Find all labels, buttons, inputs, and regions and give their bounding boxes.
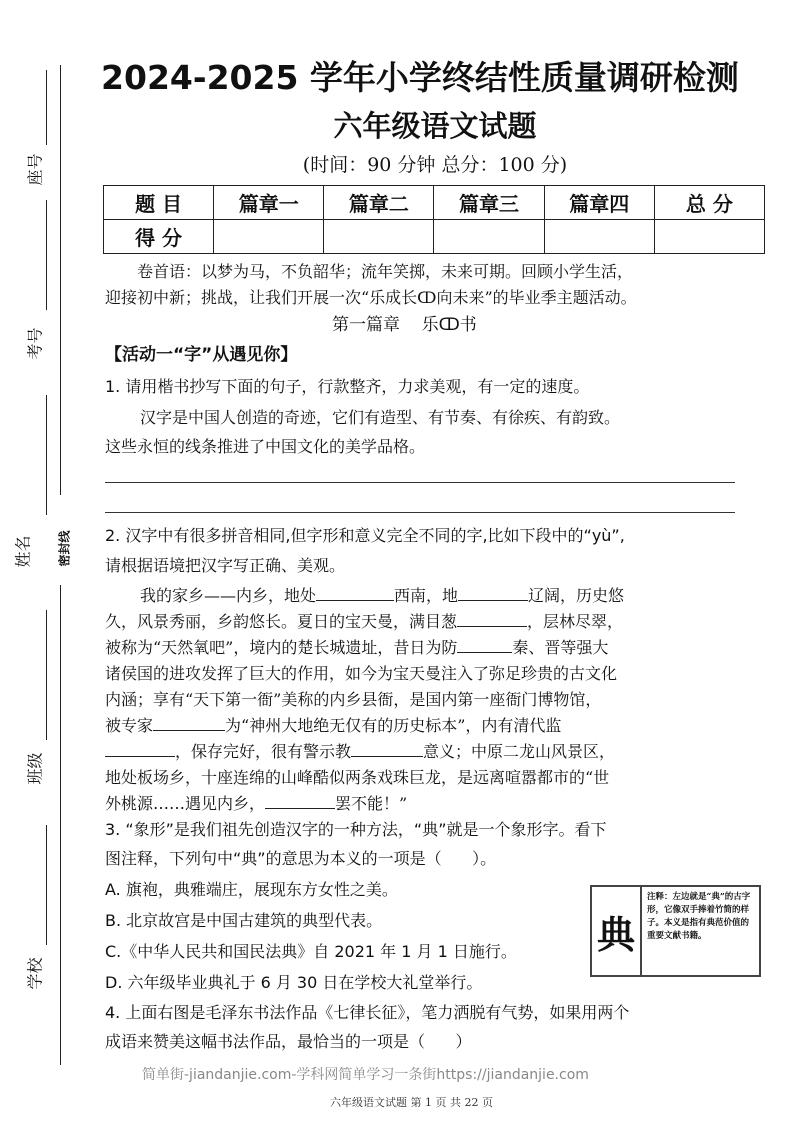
- q2-passage-line: [105, 739, 615, 765]
- text: 西南，地: [394, 586, 459, 605]
- name-label: 姓名: [13, 535, 33, 568]
- figure-note: 注释：左边就是“典”的古字形，它像双手捧着竹简的样子。本义是指有典范价值的重要文献书籍。: [647, 892, 751, 941]
- q1-passage: 汉字是中国人创造的奇迹，它们有造型、有节奏、有徐疾、有韵致。: [140, 408, 621, 427]
- q2-passage-line: [105, 791, 407, 817]
- fill-blank[interactable]: [105, 740, 175, 757]
- dian-glyph-figure: [590, 885, 761, 977]
- binding-line: [60, 585, 61, 1065]
- fill-blank[interactable]: [457, 636, 512, 653]
- seat-no-label: 座号: [25, 153, 45, 186]
- chapter-heading: 第一篇章 乐ↀ书: [332, 315, 477, 335]
- binding-line: [60, 65, 61, 495]
- text: 外桃源……遇见内乡，: [105, 794, 266, 813]
- q2-passage-line: 内涵；享有“天下第一衙”美称的内乡县衙，是国内第一座衙门博物馆，: [105, 690, 602, 709]
- q3-option-b: B. 北京故宫是中国古建筑的典型代表。: [105, 911, 383, 930]
- q3-option-d: D. 六年级毕业典礼于 6 月 30 日在学校大礼堂举行。: [105, 973, 483, 992]
- q1-writing-line[interactable]: [105, 512, 735, 513]
- q2-prompt: 2. 汉字中有很多拼音相同,但字形和意义完全不同的字,比如下段中的“yù”,: [105, 526, 625, 545]
- activity-heading: 【活动一“字”从遇见你】: [105, 345, 298, 365]
- name-blank: [46, 395, 47, 515]
- text: 为“神州大地绝无仅有的历史标本”，内有清代监: [225, 716, 562, 735]
- text: 被称为“天然氧吧”，境内的楚长城遗址，昔日为防: [105, 638, 458, 657]
- text: 辽阔，历史悠: [528, 586, 625, 605]
- fill-blank[interactable]: [457, 610, 527, 627]
- text: 被专家: [105, 716, 154, 735]
- q1-passage: 这些永恒的线条推进了中国文化的美学品格。: [105, 437, 426, 456]
- q3-option-c: C.《中华人民共和国民法典》自 2021 年 1 月 1 日施行。: [105, 942, 517, 961]
- score-cell[interactable]: [214, 220, 324, 254]
- q2-passage-line: [105, 609, 623, 635]
- score-table-cell: 总 分: [654, 186, 764, 220]
- score-row-label: 得 分: [104, 220, 214, 254]
- fill-blank[interactable]: [458, 584, 528, 601]
- text: ，保存完好，很有警示教: [175, 742, 352, 761]
- score-table-cell: 篇章四: [544, 186, 654, 220]
- intro-line: 卷首语：以梦为马，不负韶华；流年笑掷，未来可期。回顾小学生活，: [137, 262, 634, 281]
- text: 秦、晋等强大: [512, 638, 609, 657]
- page-footer: 六年级语文试题 第 1 页 共 22 页: [330, 1096, 493, 1109]
- exam-no-label: 考号: [25, 327, 45, 360]
- score-table-cell: 篇章二: [324, 186, 434, 220]
- q3-option-a: A. 旗袍，典雅端庄，展现东方女性之美。: [105, 880, 398, 899]
- q2-passage-line: 地处板场乡，十座连绵的山峰酷似两条戏珠巨龙，是远离喧嚣都市的“世: [105, 768, 610, 787]
- score-table-score-row: [104, 220, 765, 254]
- exam-title: 2024-2025 学年小学终结性质量调研检测: [101, 58, 739, 97]
- score-table-cell: 篇章一: [214, 186, 324, 220]
- exam-no-blank: [46, 200, 47, 310]
- fill-blank[interactable]: [153, 714, 225, 731]
- exam-subtitle: 六年级语文试题: [333, 109, 537, 143]
- text: 罢不能！”: [335, 794, 408, 813]
- score-table-cell: 篇章三: [434, 186, 544, 220]
- text: 我的家乡——内乡，地处: [140, 586, 317, 605]
- q3-prompt: 3. “象形”是我们祖先创造汉字的一种方法，“典”就是一个象形字。看下: [105, 820, 607, 839]
- q1-prompt: 1. 请用楷书抄写下面的句子，行款整齐，力求美观，有一定的速度。: [105, 377, 590, 396]
- score-table-cell: 题 目: [104, 186, 214, 220]
- q2-prompt: 请根据语境把汉字写正确、美观。: [105, 556, 346, 575]
- fill-blank[interactable]: [265, 792, 335, 809]
- score-cell[interactable]: [324, 220, 434, 254]
- class-label: 班级: [25, 752, 45, 785]
- class-blank: [46, 610, 47, 740]
- intro-line: 迎接初中新；挑战，让我们开展一次“乐成长ↀ向未来”的毕业季主题活动。: [105, 288, 637, 307]
- fill-blank[interactable]: [351, 740, 423, 757]
- q2-passage-line: 诸侯国的进攻发挥了巨大的作用，如今为宝天曼注入了弥足珍贵的古文化: [105, 664, 618, 683]
- q2-passage-line: [140, 583, 624, 609]
- q2-passage-line: [105, 713, 561, 739]
- ancient-dian-glyph: 典: [592, 887, 642, 975]
- school-label: 学校: [25, 957, 45, 990]
- score-table-header-row: [104, 186, 765, 220]
- q3-prompt: 图注释，下列句中“典”的意思为本义的一项是（ ）。: [105, 849, 497, 868]
- q4-prompt: 成语来赞美这幅书法作品，最恰当的一项是（ ）: [105, 1032, 472, 1051]
- time-info: (时间：90 分钟 总分：100 分): [302, 154, 568, 176]
- school-blank: [46, 825, 47, 945]
- q1-writing-line[interactable]: [105, 482, 735, 483]
- score-table: [103, 185, 765, 254]
- score-cell[interactable]: [654, 220, 764, 254]
- text: 久，风景秀丽，乡韵悠长。夏日的宝天曼，满目葱: [105, 612, 458, 631]
- text: ，层林尽翠，: [527, 612, 624, 631]
- text: 意义；中原二龙山风景区，: [423, 742, 616, 761]
- q2-passage-line: [105, 635, 608, 661]
- seal-line-label: 密封线: [57, 530, 72, 567]
- watermark: 简单街-jiandanjie.com-学科网简单学习一条街https://jiandanjie.com: [142, 1067, 589, 1083]
- score-cell[interactable]: [434, 220, 544, 254]
- fill-blank[interactable]: [316, 584, 394, 601]
- score-cell[interactable]: [544, 220, 654, 254]
- q4-prompt: 4. 上面右图是毛泽东书法作品《七律长征》，笔力洒脱有气势，如果用两个: [105, 1003, 630, 1022]
